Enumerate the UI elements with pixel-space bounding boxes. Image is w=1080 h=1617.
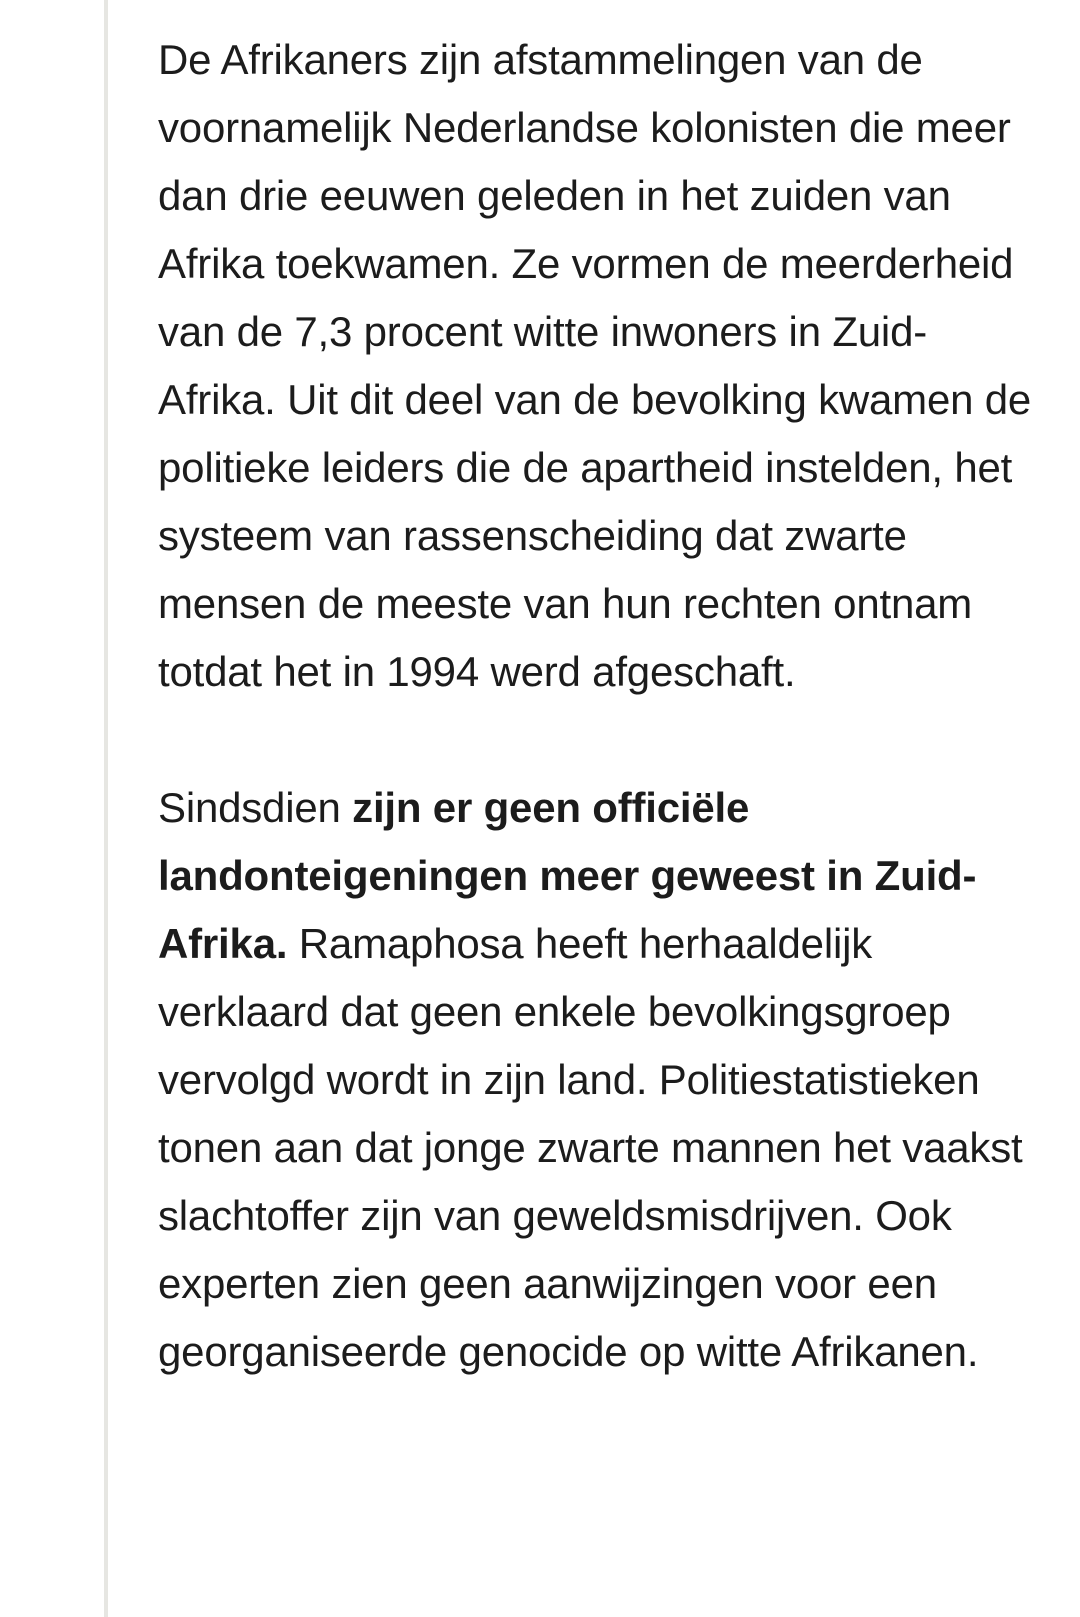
paragraph-text: Sindsdien	[158, 784, 353, 831]
bold-emphasis: zijn er geen officiële landonteigeningen meer geweest in Zuid-Afrika.	[158, 784, 977, 967]
paragraph-text: Ramaphosa heeft herhaaldelijk verklaard dat geen enkele bevolkingsgroep vervolgd wordt in zijn land. Politiestatistieken tonen aan dat jonge zwarte mannen het vaakst slachtoffer zijn van geweldsmisdrijven. Ook experten zien geen aanwijzingen voor een georganiseerde genocide op witte Afrikanen.	[158, 920, 1023, 1375]
article-paragraph: De Afrikaners zijn afstammelingen van de voornamelijk Nederlandse kolonisten die meer dan drie eeuwen geleden in het zuiden van Afrika toekwamen. Ze vormen de meerderheid van de 7,3 procent witte inwoners in Zuid-Afrika. Uit dit deel van de bevolking kwamen de politieke leiders die de apartheid instelden, het systeem van rassenscheiding dat zwarte mensen de meeste van hun rechten ontnam totdat het in 1994 werd afgeschaft.	[158, 36, 1032, 695]
article-paragraph	[158, 774, 1038, 1386]
left-border-rule	[104, 0, 108, 1617]
article-body	[158, 26, 1038, 1386]
